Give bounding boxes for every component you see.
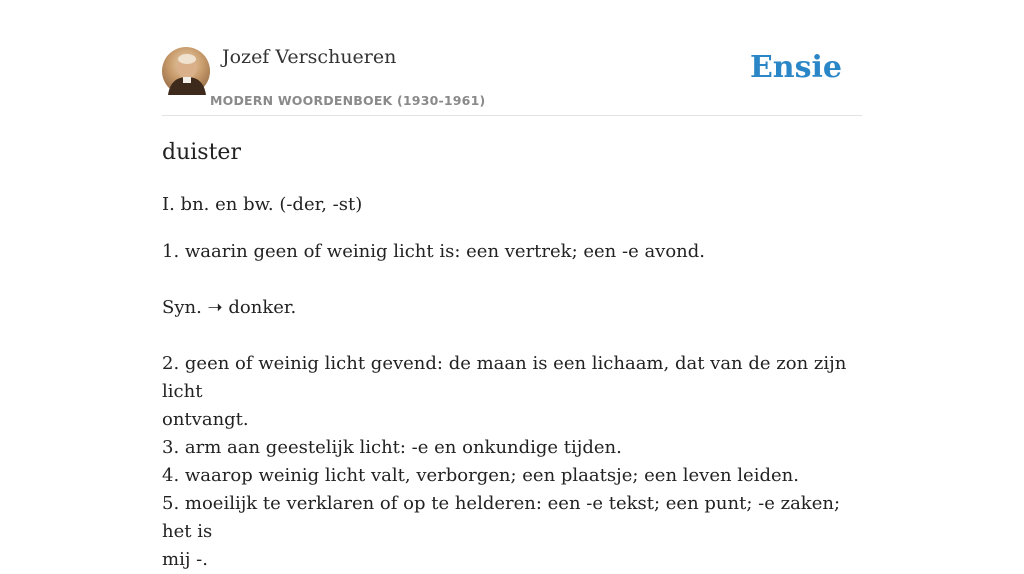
definition-5-line-1: 5. moeilijk te verklaren of op te helderen: een -e tekst; een punt; -e zaken; het is [162, 493, 841, 542]
entry-header [162, 0, 862, 116]
portrait-icon [162, 47, 210, 95]
definition-2-line-1: 2. geen of weinig licht gevend: de maan is een lichaam, dat van de zon zijn licht [162, 353, 847, 402]
spacer [162, 266, 862, 294]
author-avatar[interactable] [162, 47, 210, 95]
definition-5-line-2: mij -. [162, 549, 208, 570]
definition-2-line-2: ontvangt. [162, 409, 249, 430]
definition-4: 4. waarop weinig licht valt, verborgen; een plaatsje; een leven leiden. [162, 465, 799, 486]
ensie-logo[interactable]: Ensie [749, 50, 842, 85]
definition-3: 3. arm aan geestelijk licht: -e en onkundige tijden. [162, 437, 622, 458]
definition-list [162, 238, 862, 574]
spacer [162, 322, 862, 350]
arrow-right-icon: ➝ [207, 297, 223, 318]
grammar-info: I. bn. en bw. (-der, -st) [162, 194, 363, 215]
author-name[interactable]: Jozef Verschueren [222, 46, 397, 68]
synonym-prefix: Syn. [162, 297, 208, 318]
definition-1: 1. waarin geen of weinig licht is: een vertrek; een -e avond. [162, 241, 706, 262]
entry-headword: duister [162, 140, 241, 165]
entry-page [162, 0, 862, 570]
dictionary-source[interactable]: MODERN WOORDENBOEK (1930-1961) [210, 93, 486, 108]
synonym-link[interactable]: donker. [222, 297, 297, 318]
synonym-line [162, 294, 862, 322]
